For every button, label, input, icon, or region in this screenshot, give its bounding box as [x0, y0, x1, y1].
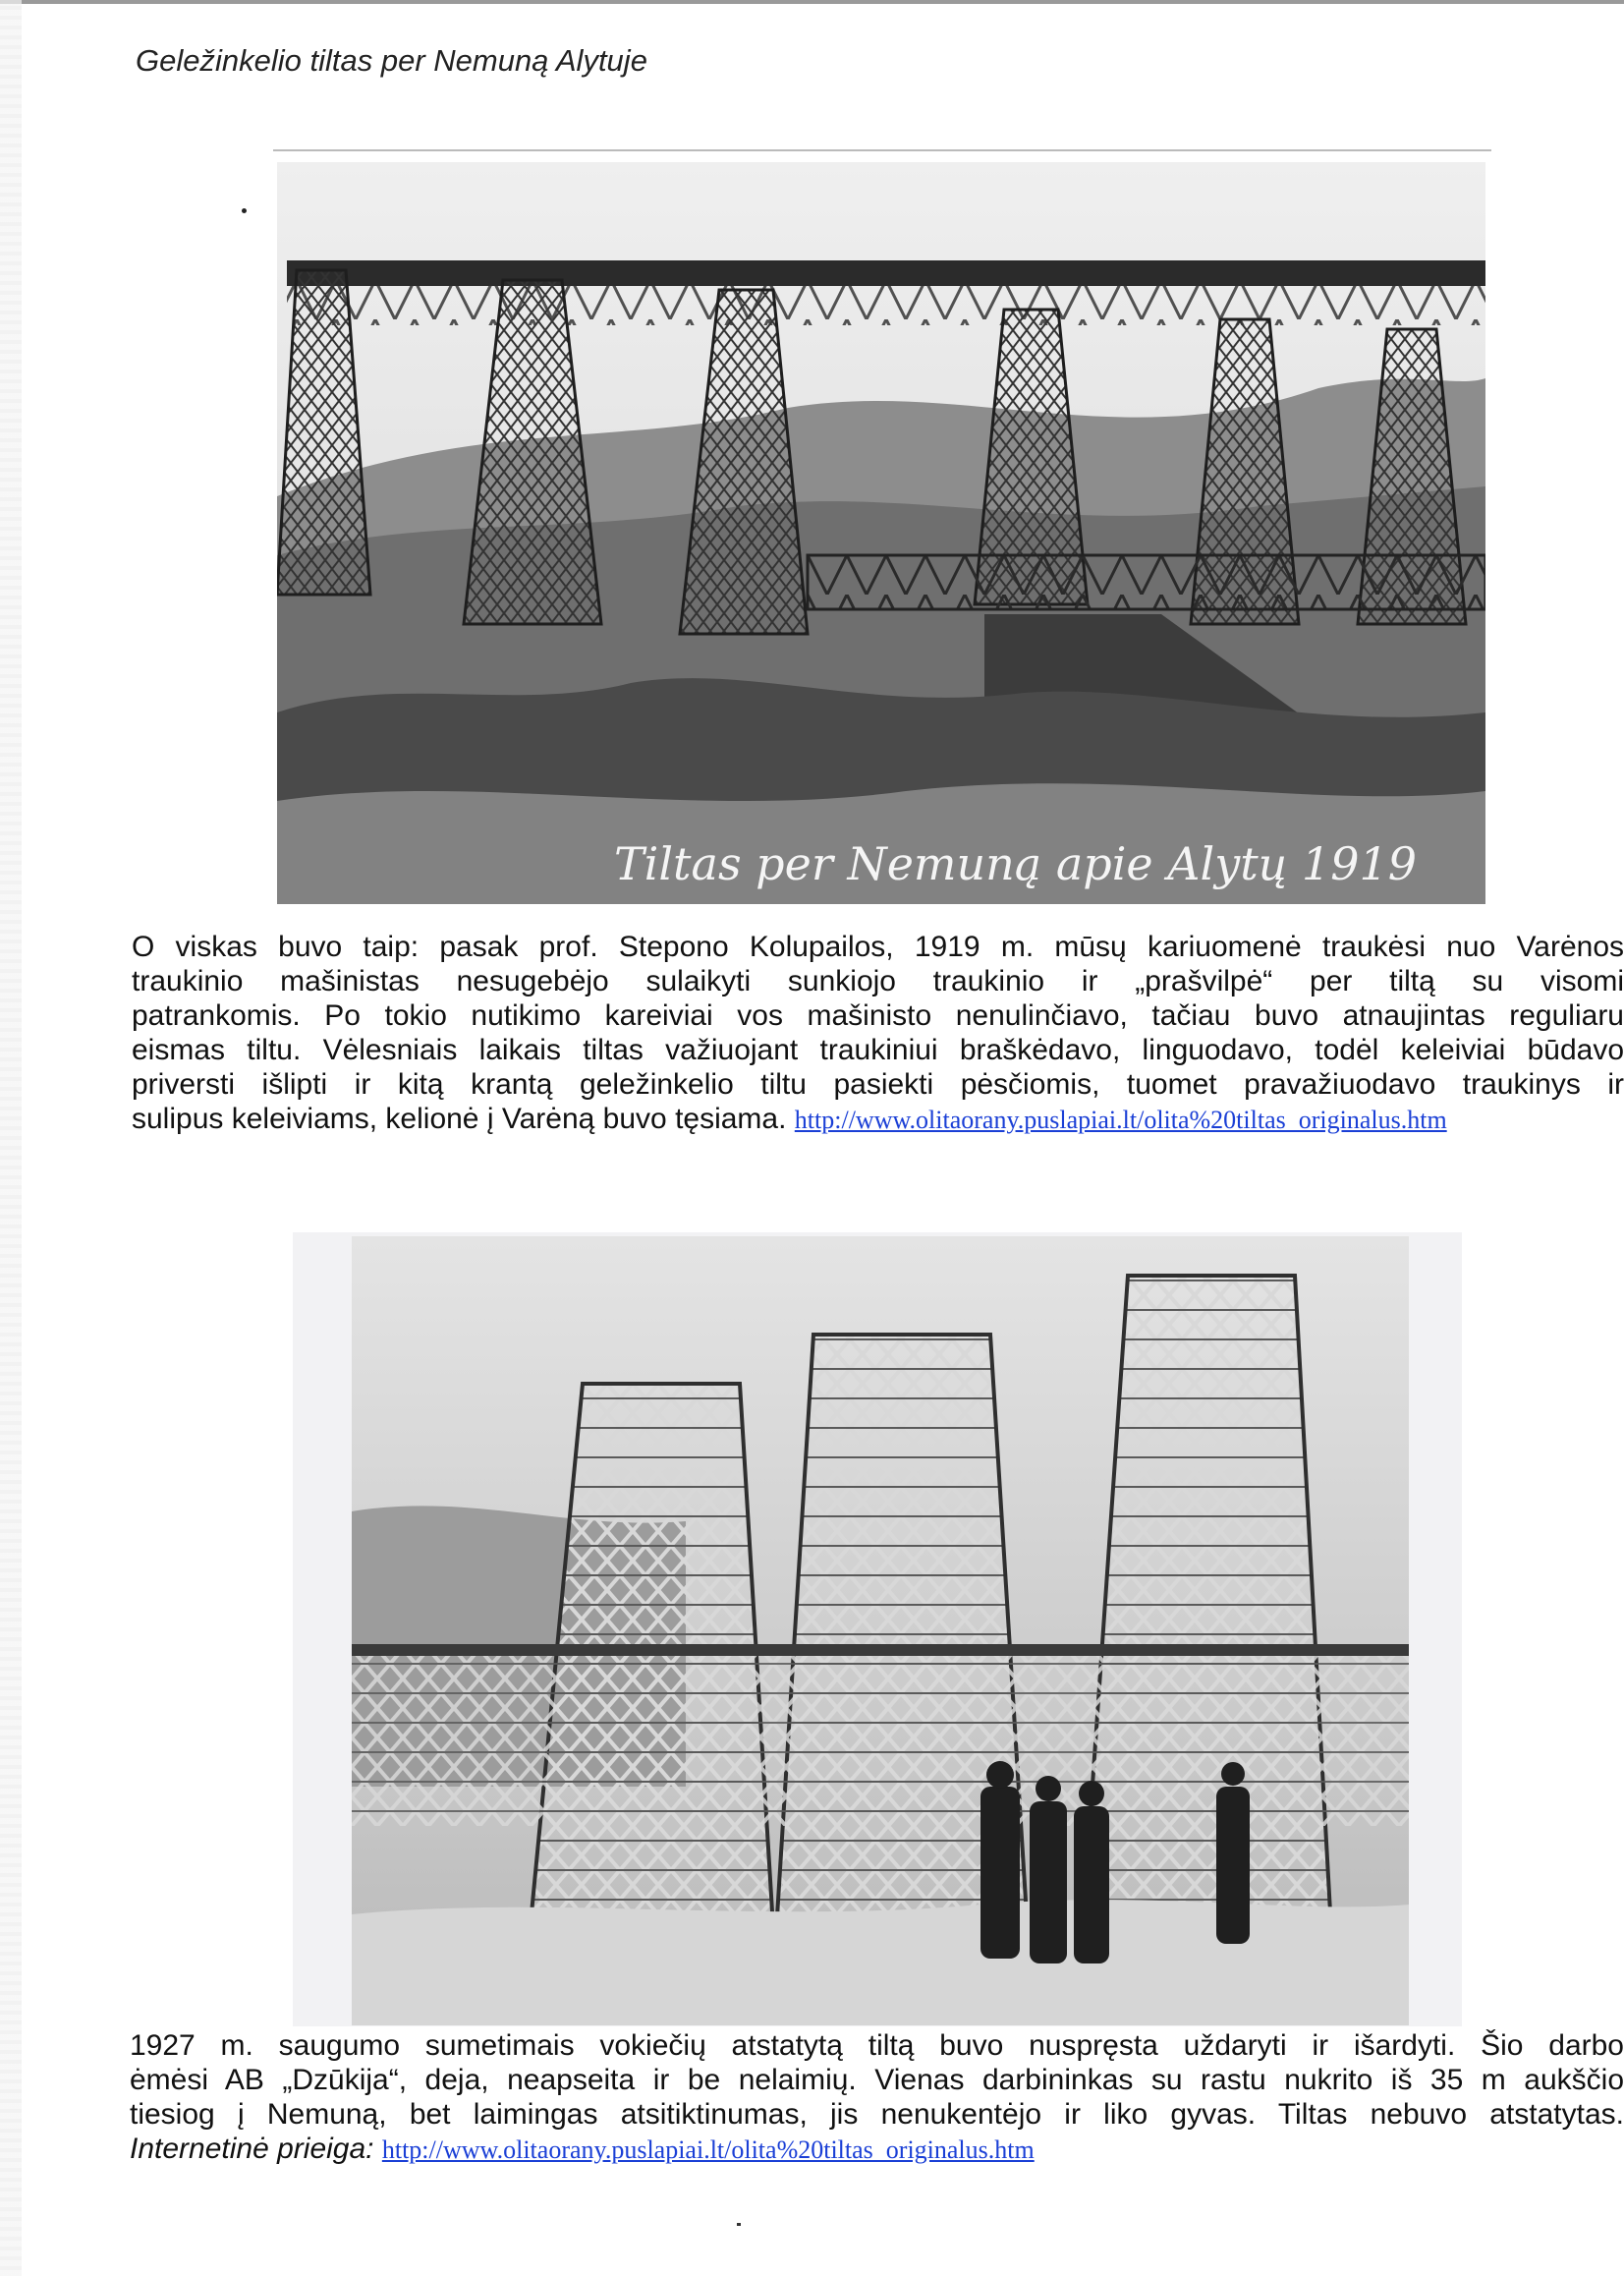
paragraph2-line: tiesiog į Nemuną, bet laimingas atsitiktinumas, jis nenukentėjo ir liko gyvas. Tiltas nebuvo atstatytas. — [130, 2098, 1624, 2131]
source-link-2[interactable]: http://www.olitaorany.puslapiai.lt/olita%20tiltas_originalus.htm — [381, 2135, 1035, 2164]
paragraph1-line: traukinio mašinistas nesugebėjo sulaikyti sunkiojo traukinio ir „prašvilpė“ per tiltą su visomi — [132, 965, 1624, 997]
trestle-photo — [352, 1236, 1409, 2025]
source-link-1[interactable]: http://www.olitaorany.puslapiai.lt/olita%20tiltas_originalus.htm — [794, 1106, 1447, 1134]
paragraph1-last-line — [132, 1102, 1624, 1136]
bridge-photo — [277, 162, 1485, 904]
paragraph2-line: ėmėsi AB „Dzūkija“, deja, neapseita ir be nelaimių. Vienas darbininkas su rastu nukrito iš 35 m aukščio — [130, 2064, 1624, 2096]
paragraph1-line: patrankomis. Po tokio nutikimo kareiviai vos mašinisto nenulinčiavo, tačiau buvo atnaujintas reguliaru — [132, 999, 1624, 1032]
bridge-photo-drawing — [277, 162, 1485, 904]
paragraph1-line: O viskas buvo taip: pasak prof. Stepono Kolupailos, 1919 m. mūsų kariuomenė traukėsi nuo Varėnos — [132, 931, 1624, 963]
page-title: Geležinkelio tiltas per Nemuną Alytuje — [136, 43, 647, 78]
scan-mark — [737, 2223, 741, 2226]
trestle-photo-drawing — [352, 1236, 1409, 2025]
paragraph1-line: eismas tiltu. Vėlesniais laikais tiltas važiuojant traukiniui braškėdavo, linguodavo, todėl keleiviai būdavo — [132, 1034, 1624, 1066]
paragraph1-line: sulipus keleiviams, kelionė į Varėną buvo tęsiama. — [132, 1103, 787, 1135]
paragraph-kolupaila-story — [132, 930, 1624, 1136]
top-edge-rule — [0, 0, 1624, 4]
source-label: Internetinė prieiga: — [130, 2133, 374, 2165]
photo1-script-caption: Tiltas per Nemuną apie Alytų 1919 — [613, 837, 1417, 890]
photo1-top-rule — [273, 149, 1491, 151]
paragraph2-source-line — [130, 2132, 1624, 2166]
paragraph1-line: priversti išlipti ir kitą krantą geležinkelio tiltu pasiekti pėsčiomis, tuomet pravažiuodavo traukinys ir — [132, 1068, 1624, 1101]
scan-left-edge — [0, 0, 22, 2276]
paragraph2-line: 1927 m. saugumo sumetimais vokiečių atstatytą tiltą buvo nuspręsta uždaryti ir išardyti. Šio darbo — [130, 2029, 1624, 2062]
scan-speck — [242, 208, 247, 213]
paragraph-dismantling — [130, 2028, 1624, 2166]
